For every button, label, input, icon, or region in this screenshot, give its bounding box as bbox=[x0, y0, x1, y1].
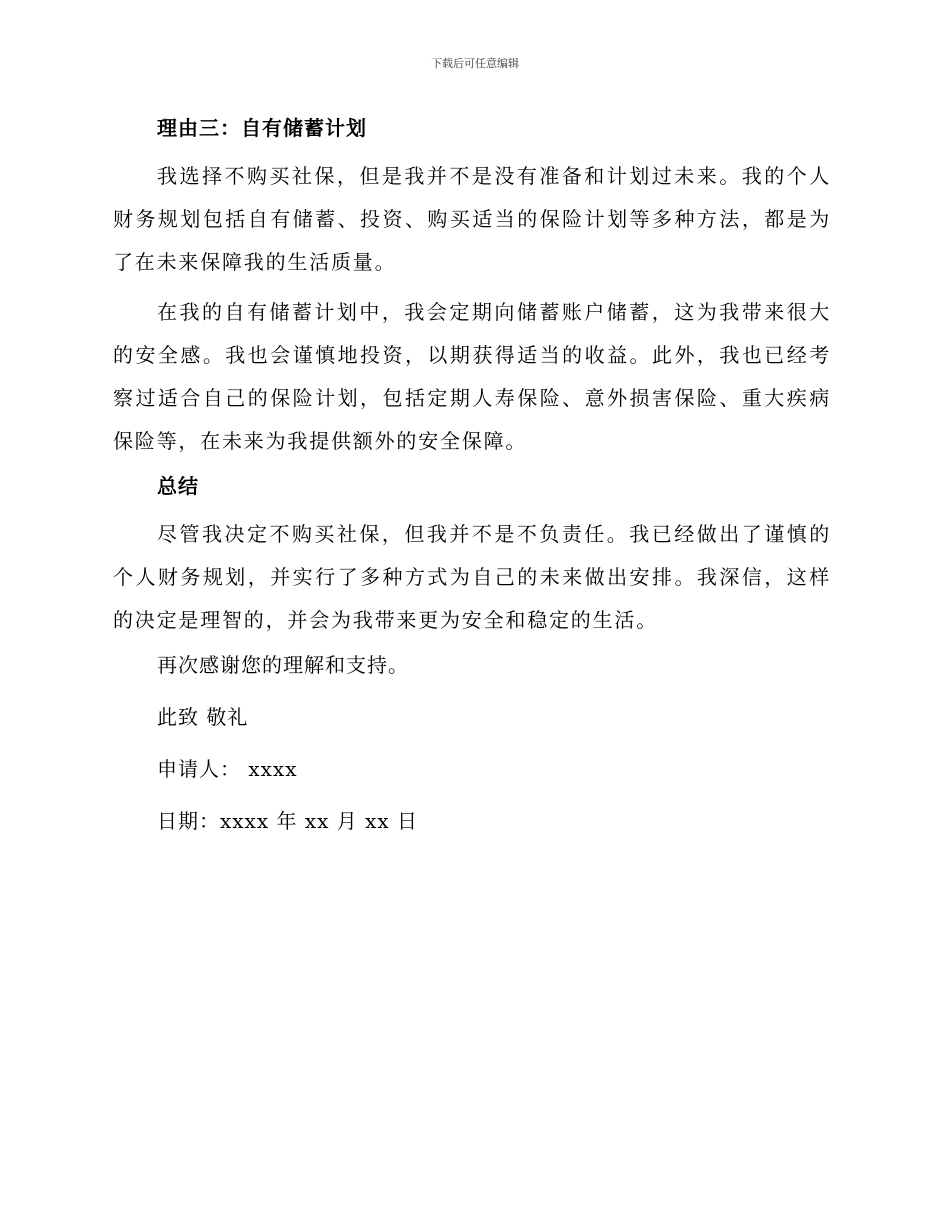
paragraph-reason3-2: 在我的自有储蓄计划中，我会定期向储蓄账户储蓄，这为我带来很大的安全感。我也会谨慎地投资，以期获得适当的收益。此外，我也已经考察过适合自己的保险计划，包括定期人寿保险、意外损害保险、重大疾病保险等，在未来为我提供额外的安全保障。 bbox=[113, 300, 831, 453]
document-body bbox=[113, 112, 831, 857]
paragraph-reason3-1: 我选择不购买社保，但是我并不是没有准备和计划过未来。我的个人财务规划包括自有储蓄、投资、购买适当的保险计划等多种方法，都是为了在未来保障我的生活质量。 bbox=[113, 164, 831, 274]
date-line: 日期：xxxx 年 xx 月 xx 日 bbox=[157, 809, 419, 833]
section-heading-reason3: 理由三：自有储蓄计划 bbox=[157, 116, 367, 140]
page-header: 下载后可任意编辑 bbox=[431, 57, 519, 70]
closing-regards: 此致 敬礼 bbox=[157, 705, 249, 729]
section-heading-summary: 总结 bbox=[157, 474, 199, 498]
applicant-line: 申请人： xxxx bbox=[157, 757, 298, 781]
paragraph-summary: 尽管我决定不购买社保，但我并不是不负责任。我已经做出了谨慎的个人财务规划，并实行了多种方式为自己的未来做出安排。我深信，这样的决定是理智的，并会为我带来更为安全和稳定的生活。 bbox=[113, 522, 831, 632]
closing-thanks: 再次感谢您的理解和支持。 bbox=[157, 653, 409, 677]
